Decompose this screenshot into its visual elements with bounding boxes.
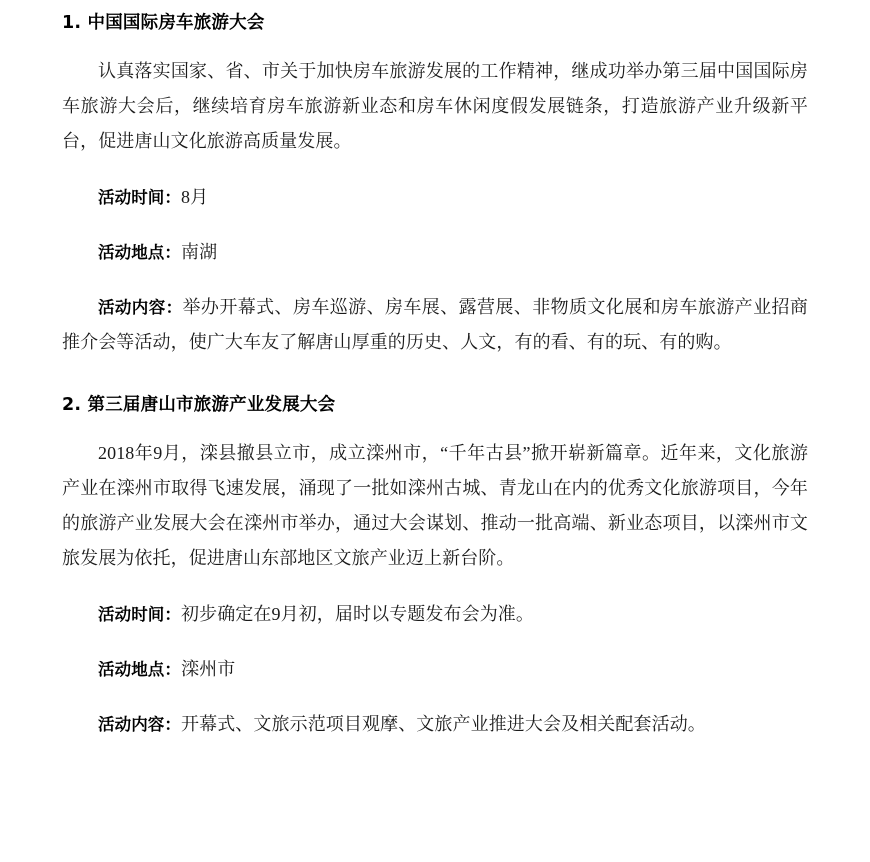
field-value-place: 滦州市	[181, 658, 236, 679]
spacer	[62, 422, 808, 436]
spacer	[62, 40, 808, 54]
field-value-content: 开幕式、文旅示范项目观摩、文旅产业推进大会及相关配套活动。	[181, 713, 706, 734]
section-heading-2: 2. 第三届唐山市旅游产业发展大会	[62, 394, 336, 415]
field-label-place: 活动地点：	[98, 242, 181, 262]
field-label-content: 活动内容：	[98, 714, 181, 734]
field-label-place: 活动地点：	[98, 659, 181, 679]
spacer	[62, 270, 808, 290]
spacer	[62, 160, 808, 180]
spacer	[62, 632, 808, 652]
field-value-place: 南湖	[181, 241, 218, 262]
section-1-paragraph: 认真落实国家、省、市关于加快房车旅游发展的工作精神，继成功举办第三届中国国际房车旅游大会后，继续培育房车旅游新业态和房车休闲度假发展链条，打造旅游产业升级新平台，促进唐山文化旅游高质量发展。	[62, 61, 808, 152]
section-1-field-content	[62, 290, 808, 360]
section-heading-1: 1. 中国国际房车旅游大会	[62, 13, 265, 33]
field-value-time: 8月	[181, 186, 209, 207]
spacer	[62, 215, 808, 235]
section-2-field-place	[62, 652, 808, 687]
section-2-field-content	[62, 707, 808, 742]
spacer	[62, 360, 808, 386]
section-2-paragraph: 2018年9月，滦县撤县立市，成立滦州市，“千年古县”掀开崭新篇章。近年来，文化旅游产业在滦州市取得飞速发展，涌现了一批如滦州古城、青龙山在内的优秀文化旅游项目，今年的旅游产业发展大会在滦州市举办，通过大会谋划、推动一批高端、新业态项目，以滦州市文旅发展为依托，促进唐山东部地区文旅产业迈上新台阶。	[62, 443, 808, 569]
field-value-content: 举办开幕式、房车巡游、房车展、露营展、非物质文化展和房车旅游产业招商推介会等活动，使广大车友了解唐山厚重的历史、人文，有的看、有的玩、有的购。	[62, 296, 808, 352]
section-1-field-time	[62, 180, 808, 215]
spacer	[62, 577, 808, 597]
field-label-content: 活动内容：	[98, 297, 183, 317]
field-value-time: 初步确定在9月初，届时以专题发布会为准。	[181, 603, 534, 624]
section-2-field-time	[62, 597, 808, 632]
section-1-field-place	[62, 235, 808, 270]
spacer	[62, 687, 808, 707]
field-label-time: 活动时间：	[98, 187, 181, 207]
field-label-time: 活动时间：	[98, 604, 181, 624]
